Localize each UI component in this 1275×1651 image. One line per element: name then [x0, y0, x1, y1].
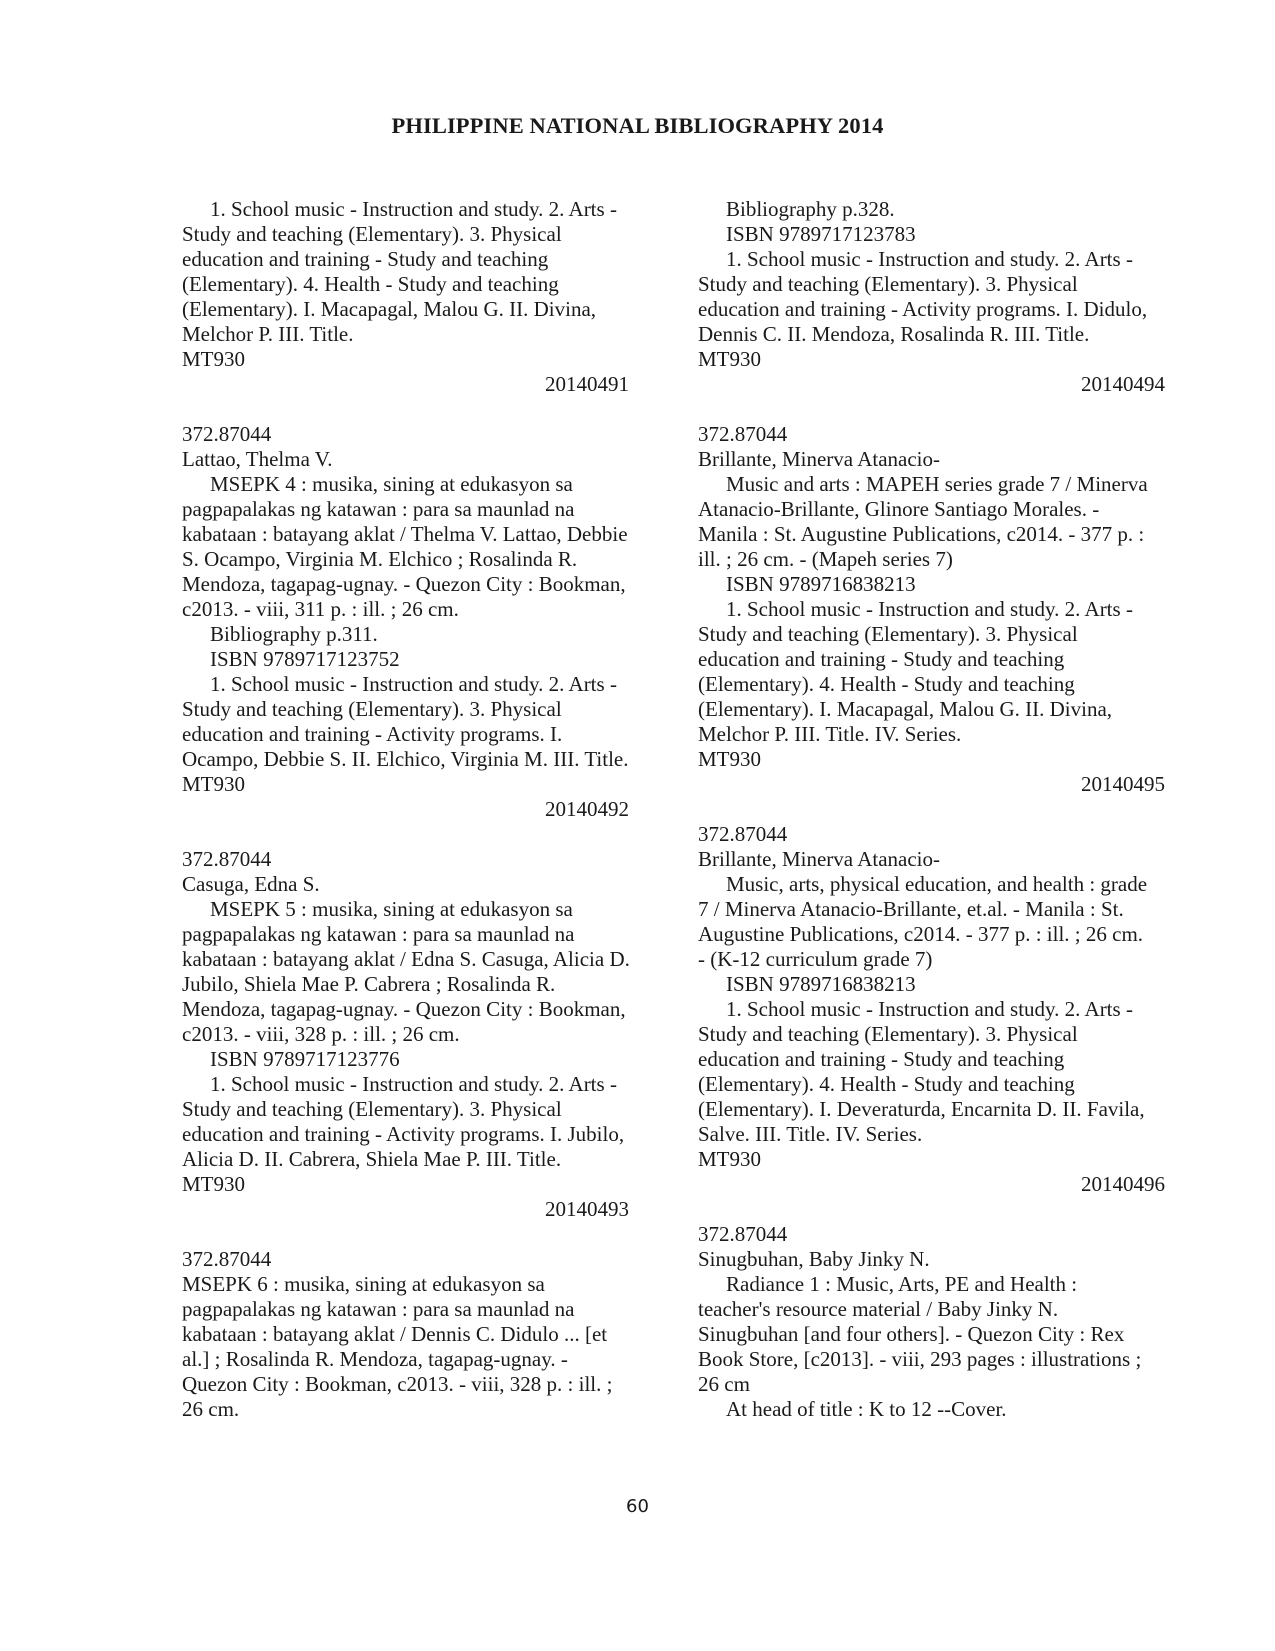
- entry-line: Mendoza, tagapag-ugnay. - Quezon City : Bookman,: [182, 572, 626, 596]
- entry-line: Augustine Publications, c2014. - 377 p. : ill. ; 26 cm.: [698, 922, 1144, 946]
- record-number: 20140496: [1081, 1172, 1165, 1196]
- entry-line: MT930: [182, 347, 245, 371]
- entry-line: (Elementary). 4. Health - Study and teaching: [698, 672, 1075, 696]
- entry-line: Casuga, Edna S.: [182, 872, 320, 896]
- entry-line: Bibliography p.311.: [210, 622, 378, 646]
- entry-line: 372.87044: [182, 1247, 272, 1271]
- entry-line: MSEPK 5 : musika, sining at edukasyon sa: [210, 897, 573, 921]
- entry-line: pagpapalakas ng katawan : para sa maunlad na: [182, 922, 575, 946]
- entry-line: teacher's resource material / Baby Jinky N.: [698, 1297, 1059, 1321]
- entry-line: ISBN 9789717123783: [726, 222, 916, 246]
- entry-line: 26 cm: [698, 1372, 750, 1396]
- entry-line: Radiance 1 : Music, Arts, PE and Health :: [726, 1272, 1078, 1296]
- entry-line: pagpapalakas ng katawan : para sa maunlad na: [182, 1297, 575, 1321]
- record-number: 20140492: [545, 797, 629, 821]
- entry-line: 7 / Minerva Atanacio-Brillante, et.al. - Manila : St.: [698, 897, 1124, 921]
- entry-line: Ocampo, Debbie S. II. Elchico, Virginia M. III. Title.: [182, 747, 629, 771]
- entry-line: education and training - Study and teaching: [182, 247, 549, 271]
- entry-line: 1. School music - Instruction and study. 2. Arts -: [726, 247, 1133, 271]
- bibliography-entry: [698, 1222, 1183, 1422]
- entry-line: Study and teaching (Elementary). 3. Physical: [698, 622, 1078, 646]
- entry-line: 372.87044: [182, 847, 272, 871]
- entry-line: (Elementary). I. Macapagal, Malou G. II. Divina,: [698, 697, 1113, 721]
- entry-line: 372.87044: [698, 422, 788, 446]
- entry-line: education and training - Study and teaching: [698, 647, 1065, 671]
- entry-line: ill. ; 26 cm. - (Mapeh series 7): [698, 547, 953, 571]
- entry-line: 1. School music - Instruction and study. 2. Arts -: [726, 597, 1133, 621]
- entry-line: education and training - Study and teaching: [698, 1047, 1065, 1071]
- entry-line: 1. School music - Instruction and study. 2. Arts -: [210, 1072, 617, 1096]
- entry-line: Alicia D. II. Cabrera, Shiela Mae P. III. Title.: [182, 1147, 562, 1171]
- record-number: 20140495: [1081, 772, 1165, 796]
- entry-line: (Elementary). I. Macapagal, Malou G. II. Divina,: [182, 297, 597, 321]
- entry-line: Study and teaching (Elementary). 3. Physical: [698, 272, 1078, 296]
- entry-line: Salve. III. Title. IV. Series.: [698, 1122, 923, 1146]
- entry-line: 372.87044: [698, 1222, 788, 1246]
- entry-line: Melchor P. III. Title. IV. Series.: [698, 722, 962, 746]
- entry-line: (Elementary). I. Deveraturda, Encarnita D. II. Favila,: [698, 1097, 1145, 1121]
- entry-line: Jubilo, Shiela Mae P. Cabrera ; Rosalinda R.: [182, 972, 556, 996]
- entry-line: MSEPK 6 : musika, sining at edukasyon sa: [182, 1272, 545, 1296]
- entry-line: MT930: [698, 747, 761, 771]
- entry-line: al.] ; Rosalinda R. Mendoza, tagapag-ugnay. -: [182, 1347, 568, 1371]
- entry-line: Music and arts : MAPEH series grade 7 / Minerva: [726, 472, 1148, 496]
- entry-line: Lattao, Thelma V.: [182, 447, 333, 471]
- entry-line: Atanacio-Brillante, Glinore Santiago Morales. -: [698, 497, 1100, 521]
- page-title: PHILIPPINE NATIONAL BIBLIOGRAPHY 2014: [391, 113, 884, 138]
- entry-line: 372.87044: [698, 822, 788, 846]
- entry-line: Melchor P. III. Title.: [182, 322, 354, 346]
- entry-line: MT930: [182, 1172, 245, 1196]
- entry-line: MT930: [698, 1147, 761, 1171]
- entry-line: Study and teaching (Elementary). 3. Physical: [182, 697, 562, 721]
- entry-line: 1. School music - Instruction and study. 2. Arts -: [726, 997, 1133, 1021]
- entry-line: 372.87044: [182, 422, 272, 446]
- entry-line: Brillante, Minerva Atanacio-: [698, 847, 941, 871]
- record-number: 20140494: [1081, 372, 1165, 396]
- entry-line: S. Ocampo, Virginia M. Elchico ; Rosalinda R.: [182, 547, 578, 571]
- entry-line: (Elementary). 4. Health - Study and teaching: [182, 272, 559, 296]
- entry-line: Bibliography p.328.: [726, 197, 895, 221]
- entry-line: 1. School music - Instruction and study. 2. Arts -: [210, 672, 617, 696]
- entry-line: education and training - Activity programs. I. Jubilo,: [182, 1122, 625, 1146]
- bibliography-entry: [182, 197, 647, 397]
- right-column: [698, 197, 1183, 1447]
- entry-line: c2013. - viii, 328 p. : ill. ; 26 cm.: [182, 1022, 460, 1046]
- entry-line: Quezon City : Bookman, c2013. - viii, 328 p. : ill. ;: [182, 1372, 613, 1396]
- entry-line: ISBN 9789716838213: [726, 972, 916, 996]
- entry-line: Mendoza, tagapag-ugnay. - Quezon City : Bookman,: [182, 997, 626, 1021]
- entry-line: Study and teaching (Elementary). 3. Physical: [698, 1022, 1078, 1046]
- bibliography-entry: [182, 847, 647, 1222]
- entry-line: (Elementary). 4. Health - Study and teaching: [698, 1072, 1075, 1096]
- entry-line: education and training - Activity programs. I.: [182, 722, 563, 746]
- entry-line: MSEPK 4 : musika, sining at edukasyon sa: [210, 472, 573, 496]
- entry-line: education and training - Activity programs. I. Didulo,: [698, 297, 1148, 321]
- entry-line: 26 cm.: [182, 1397, 240, 1421]
- entry-line: 1. School music - Instruction and study. 2. Arts -: [210, 197, 617, 221]
- entry-line: Sinugbuhan, Baby Jinky N.: [698, 1247, 930, 1271]
- record-number: 20140491: [545, 372, 629, 396]
- page-number: 60: [626, 1496, 649, 1517]
- entry-line: kabataan : batayang aklat / Edna S. Casuga, Alicia D.: [182, 947, 630, 971]
- entry-line: ISBN 9789717123752: [210, 647, 400, 671]
- entry-line: - (K-12 curriculum grade 7): [698, 947, 933, 971]
- entry-line: Music, arts, physical education, and health : grade: [726, 872, 1148, 896]
- entry-line: Brillante, Minerva Atanacio-: [698, 447, 941, 471]
- entry-line: Study and teaching (Elementary). 3. Physical: [182, 1097, 562, 1121]
- bibliography-entry: [698, 422, 1183, 797]
- entry-line: kabataan : batayang aklat / Thelma V. Lattao, Debbie: [182, 522, 628, 546]
- left-column: [182, 197, 647, 1447]
- entry-line: Sinugbuhan [and four others]. - Quezon City : Rex: [698, 1322, 1125, 1346]
- entry-line: At head of title : K to 12 --Cover.: [726, 1397, 1007, 1421]
- bibliography-entry: [698, 197, 1183, 397]
- entry-line: c2013. - viii, 311 p. : ill. ; 26 cm.: [182, 597, 459, 621]
- bibliography-entry: [698, 822, 1183, 1197]
- entry-line: Study and teaching (Elementary). 3. Physical: [182, 222, 562, 246]
- entry-line: Book Store, [c2013]. - viii, 293 pages : illustrations ;: [698, 1347, 1142, 1371]
- bibliography-entry: [182, 1247, 647, 1422]
- entry-line: ISBN 9789716838213: [726, 572, 916, 596]
- entry-line: MT930: [182, 772, 245, 796]
- entry-line: pagpapalakas ng katawan : para sa maunlad na: [182, 497, 575, 521]
- entry-line: kabataan : batayang aklat / Dennis C. Didulo ... [et: [182, 1322, 608, 1346]
- entry-line: Manila : St. Augustine Publications, c2014. - 377 p. :: [698, 522, 1145, 546]
- entry-line: Dennis C. II. Mendoza, Rosalinda R. III. Title.: [698, 322, 1090, 346]
- record-number: 20140493: [545, 1197, 629, 1221]
- bibliography-entry: [182, 422, 647, 822]
- entry-line: ISBN 9789717123776: [210, 1047, 400, 1071]
- entry-line: MT930: [698, 347, 761, 371]
